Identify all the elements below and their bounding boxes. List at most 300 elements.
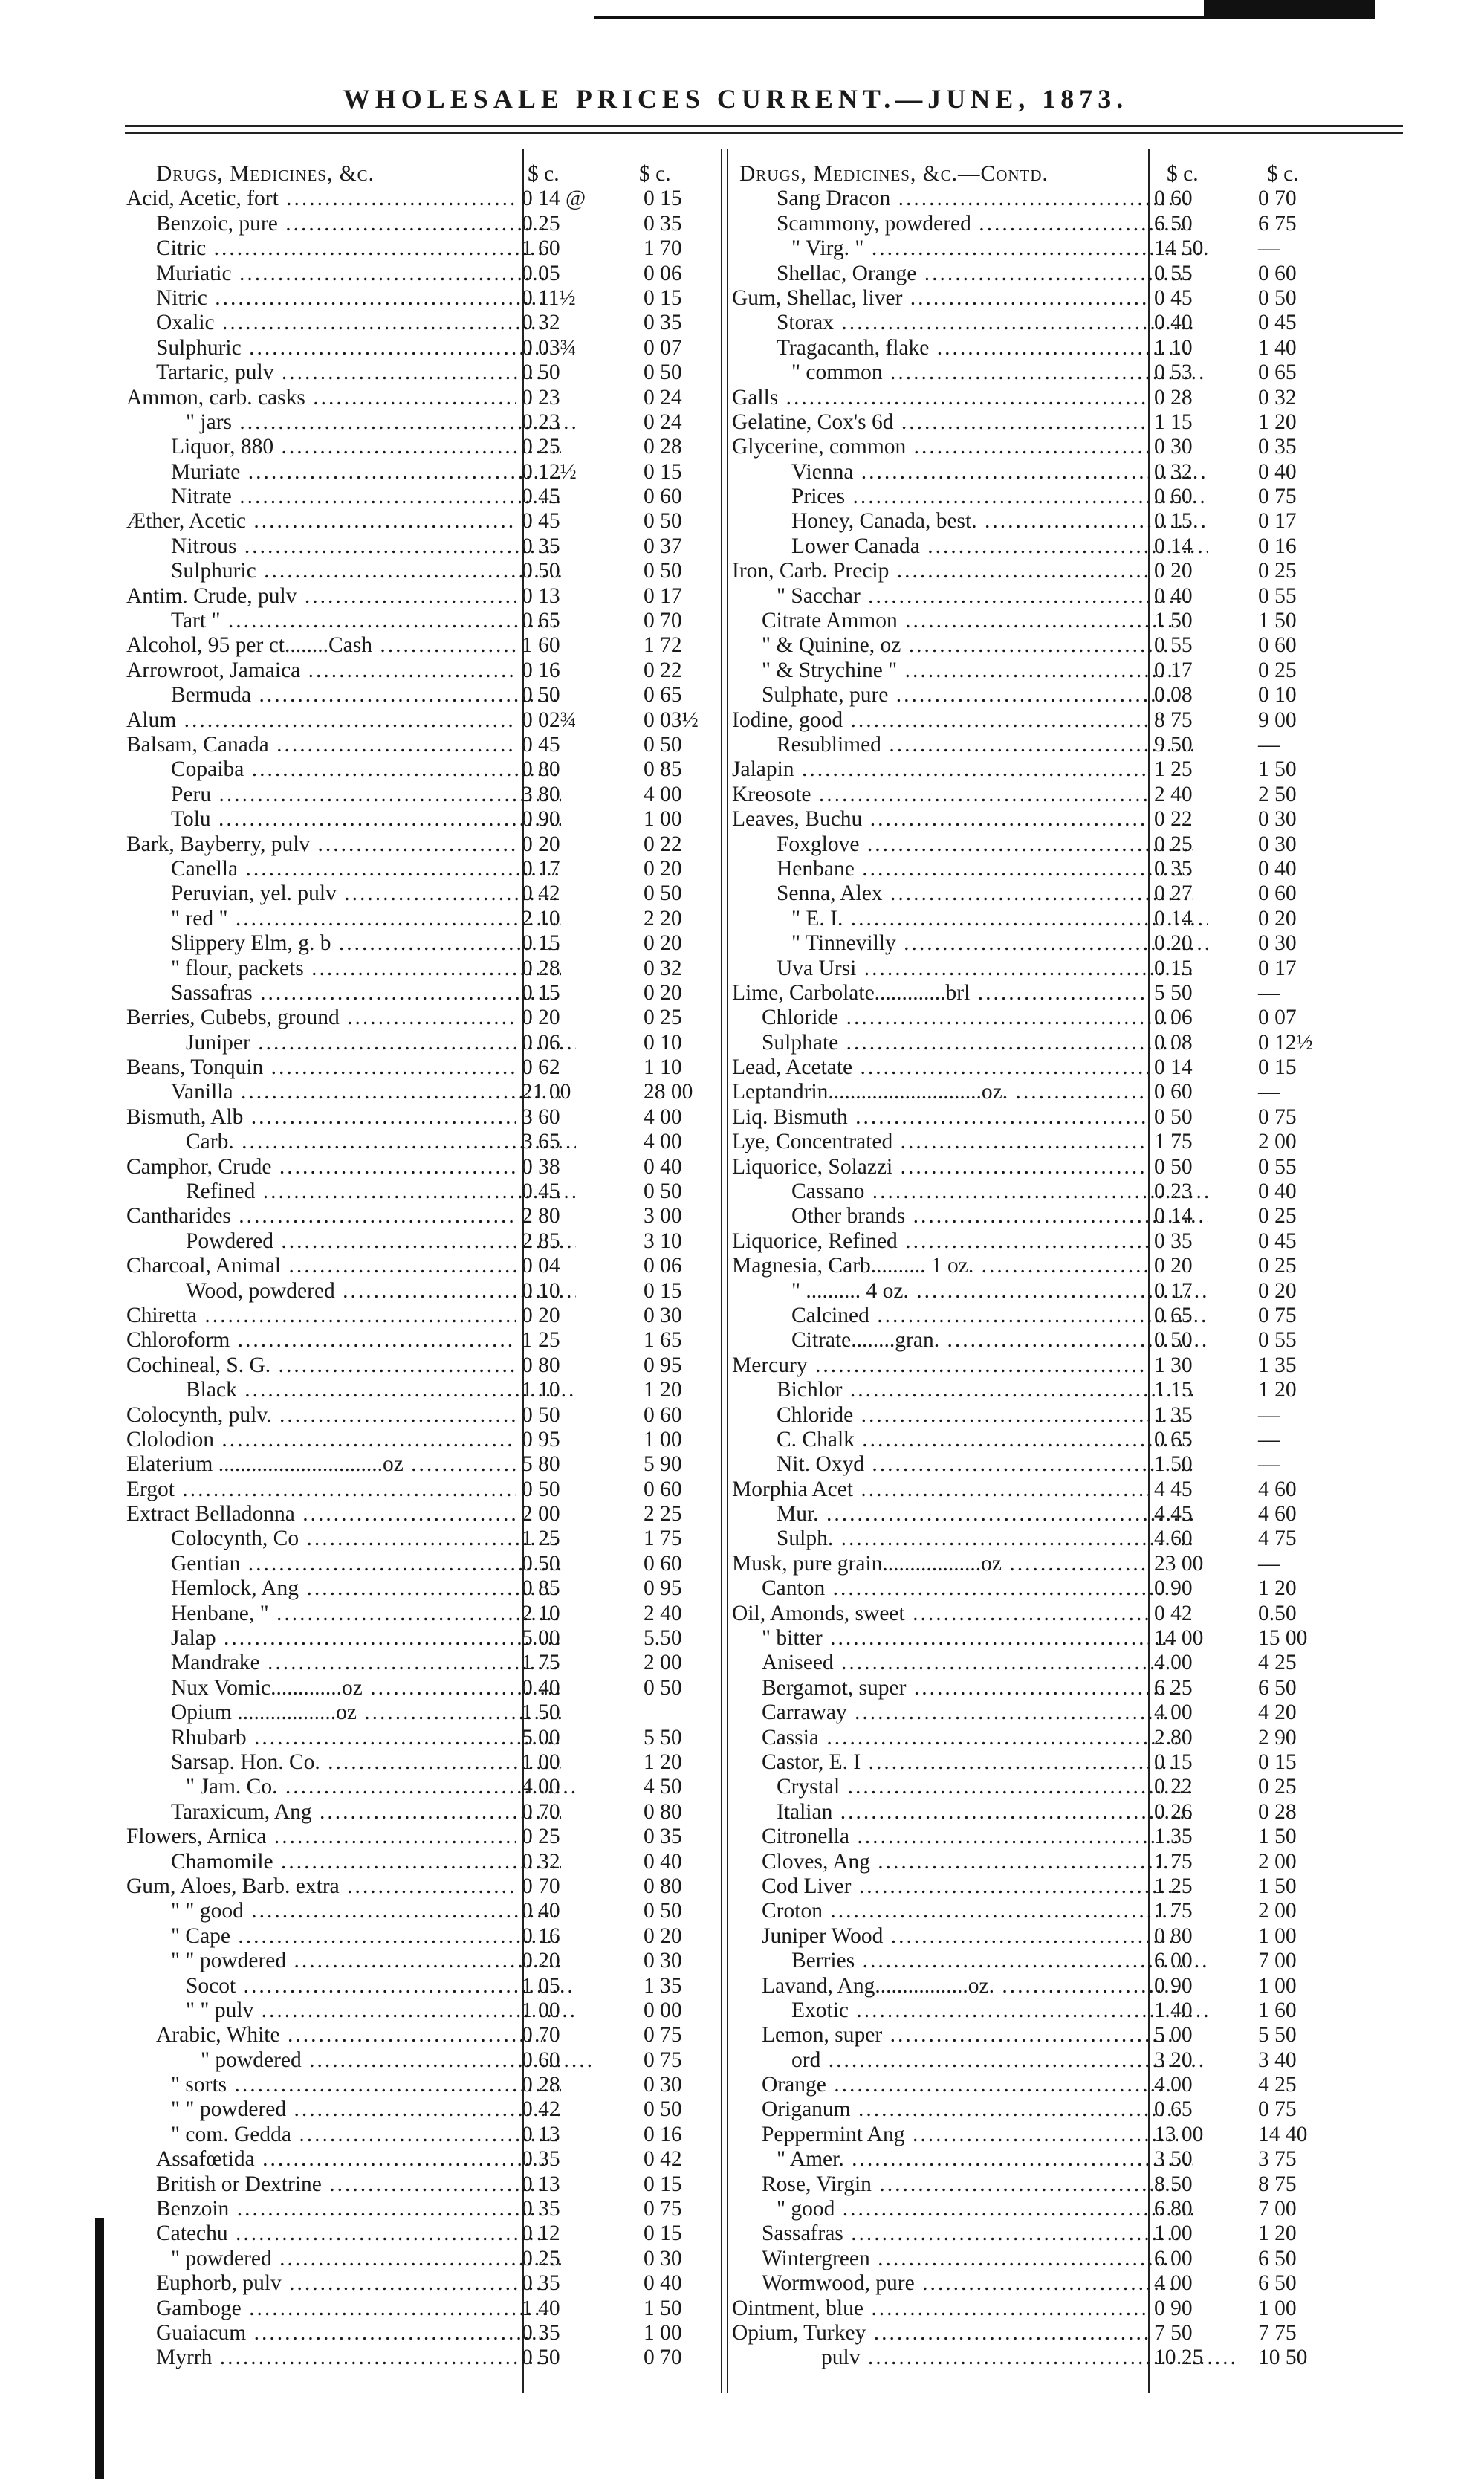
item-name: Sassafras ..... — [732, 2221, 1178, 2246]
item-name: Lower Canada ..... — [732, 534, 1208, 559]
item-name: Italian ..... — [732, 1800, 1193, 1825]
item-name: Resublimed ..... — [732, 733, 1193, 757]
price-high: 2 00 — [1258, 1130, 1297, 1154]
price-high: 1 20 — [1258, 1576, 1297, 1601]
item-name: Muriate ..... — [126, 460, 561, 485]
item-name: Carb. ..... — [126, 1130, 576, 1154]
item-name: Ointment, blue ..... — [732, 2297, 1148, 2321]
price-low: 3 65 — [522, 1130, 560, 1154]
price-low: 4 00 — [1154, 2271, 1193, 2296]
item-name: Tolu ..... — [126, 807, 561, 832]
item-name: Socot ..... — [126, 1974, 576, 1998]
item-name: Sassafras ..... — [126, 981, 561, 1006]
price-high: 0 75 — [644, 2197, 682, 2221]
item-name: Crystal ..... — [732, 1775, 1193, 1799]
price-high: 2 00 — [644, 1651, 682, 1675]
price-low: 1 75 — [1154, 1849, 1193, 1874]
item-name: Muriatic ..... — [126, 262, 546, 286]
price-low: 0 16 — [522, 658, 560, 682]
price-low: 0 55 — [1154, 633, 1193, 658]
price-high: 2 20 — [644, 906, 682, 930]
price-low: 0 42 — [522, 2097, 560, 2122]
price-low: 0 32 — [1154, 459, 1193, 484]
price-high: 0 55 — [1258, 1328, 1297, 1353]
price-high: 0 30 — [644, 1303, 682, 1327]
price-high: 0 50 — [644, 881, 682, 906]
price-low: 0 45 — [522, 1179, 560, 1204]
item-name: " Amer. ..... — [732, 2147, 1193, 2172]
price-high: 4 25 — [1258, 1651, 1297, 1675]
item-name: Calcined ..... — [732, 1304, 1208, 1328]
price-low: 0 11½ — [522, 285, 576, 310]
price-high: 0 75 — [644, 2023, 682, 2048]
item-name: Bichlor ..... — [732, 1378, 1193, 1402]
price-high: 1 35 — [1258, 1353, 1297, 1377]
price-low: 0 35 — [522, 2197, 560, 2221]
price-low: 0 65 — [522, 609, 560, 633]
item-name: " sorts ..... — [126, 2073, 561, 2097]
item-name: Peru ..... — [126, 783, 561, 807]
price-low: 0 12 — [522, 2221, 560, 2246]
price-low: 0 25 — [522, 1825, 560, 1849]
price-low: 0 06 — [1154, 1006, 1193, 1030]
item-name: Oxalic ..... — [126, 311, 546, 335]
column-divider-double-a — [721, 149, 722, 2393]
price-low: 0 60 — [1154, 187, 1193, 211]
price-low: 1 00 — [522, 1998, 560, 2022]
top-rule — [594, 6, 1375, 19]
price-high: 0 20 — [644, 856, 682, 881]
price-high: 1 20 — [644, 1750, 682, 1774]
price-high: 0 30 — [1258, 807, 1297, 832]
price-high: 0 95 — [644, 1353, 682, 1377]
price-low: 1 25 — [522, 1527, 560, 1551]
price-high: 0 50 — [644, 1179, 682, 1204]
price-low: 0 05 — [522, 261, 560, 285]
item-name: Chiretta ..... — [126, 1304, 516, 1328]
price-high: 0 35 — [1258, 435, 1297, 459]
price-high: 1 00 — [644, 807, 682, 832]
price-low: 0 13 — [522, 2172, 560, 2196]
price-high: 0 35 — [644, 211, 682, 236]
item-name: Charcoal, Animal ..... — [126, 1254, 516, 1278]
item-name: Slippery Elm, g. b ..... — [126, 931, 561, 956]
left-heading: Drugs, Medicines, &c. — [156, 162, 375, 186]
item-name: Opium ..................oz ..... — [126, 1700, 561, 1725]
item-name: Berries ..... — [732, 1949, 1208, 1973]
price-high: 0 75 — [1258, 2097, 1297, 2122]
price-high: 0 80 — [644, 1874, 682, 1898]
item-name: Benzoin ..... — [126, 2197, 546, 2221]
price-low: 1 75 — [522, 1651, 560, 1675]
item-name: Powdered ..... — [126, 1229, 576, 1254]
price-high: 1 10 — [644, 1055, 682, 1080]
item-name: " powdered ..... — [126, 2048, 591, 2073]
price-high: 4 20 — [1258, 1700, 1297, 1725]
price-high: 0.50 — [1258, 1601, 1297, 1625]
item-name: Catechu ..... — [126, 2221, 546, 2246]
price-low: 7 50 — [1154, 2320, 1193, 2345]
price-low: 1 25 — [522, 1328, 560, 1353]
price-high: 1 72 — [644, 633, 682, 658]
price-high: 0 22 — [644, 658, 682, 682]
price-low: 6 80 — [1154, 2197, 1193, 2221]
price-high: 0 95 — [644, 1576, 682, 1601]
price-low: 4 00 — [1154, 1700, 1193, 1725]
price-low: 0 65 — [1154, 1427, 1193, 1451]
price-high: 0 40 — [1258, 1179, 1297, 1204]
price-high: 0 24 — [644, 410, 682, 434]
price-low: 0 26 — [1154, 1799, 1193, 1824]
item-name: Sulphuric ..... — [126, 559, 561, 583]
price-low: 1 60 — [522, 236, 560, 261]
price-high: 1 50 — [1258, 609, 1297, 633]
price-high: 6 50 — [1258, 2246, 1297, 2270]
price-high: 0 70 — [644, 609, 682, 633]
price-high: 1 00 — [644, 2320, 682, 2345]
price-high: 0 60 — [644, 1402, 682, 1427]
price-low: 0 06 — [522, 1030, 560, 1055]
price-high: 0 06 — [644, 1254, 682, 1278]
item-name: Refined ..... — [126, 1179, 576, 1204]
item-name: Tart " ..... — [126, 609, 561, 633]
price-high: 1 65 — [644, 1328, 682, 1353]
item-name: Sulphuric ..... — [126, 336, 546, 360]
price-high: 0 28 — [1258, 1799, 1297, 1824]
item-name: Rose, Virgin ..... — [732, 2172, 1178, 2197]
price-low: 4 00 — [1154, 2073, 1193, 2097]
item-name: " Tinnevilly ..... — [732, 931, 1208, 956]
item-name: Lime, Carbolate.............brl ..... — [732, 981, 1148, 1006]
price-low: 0 35 — [522, 2271, 560, 2296]
price-low: 0 45 — [522, 732, 560, 757]
item-name: " common ..... — [732, 360, 1208, 385]
item-name: Euphorb, pulv ..... — [126, 2271, 546, 2296]
price-high: 0 32 — [644, 956, 682, 980]
price-low: 0 14 — [1154, 1204, 1193, 1229]
price-high: 0 17 — [644, 583, 682, 608]
item-name: Juniper ..... — [126, 1031, 576, 1055]
price-high: 0 06 — [644, 261, 682, 285]
item-name: Liquorice, Refined ..... — [732, 1229, 1148, 1254]
price-low: 0 50 — [522, 1477, 560, 1501]
right-col2-unit: $ c. — [1267, 162, 1299, 186]
price-low: 4 60 — [1154, 1527, 1193, 1551]
item-name: Origanum ..... — [732, 2097, 1178, 2122]
price-high: 0 00 — [644, 1998, 682, 2022]
item-name: Foxglove ..... — [732, 832, 1193, 857]
item-name: Castor, E. I ..... — [732, 1750, 1178, 1775]
price-high: 0 40 — [1258, 856, 1297, 881]
page-title: WHOLESALE PRICES CURRENT.—JUNE, 1873. — [343, 84, 1129, 114]
price-high: 0 70 — [1258, 187, 1297, 211]
price-low: 0 14 @ — [522, 187, 586, 211]
price-low: 0 20 — [1154, 1254, 1193, 1278]
price-high: 0 50 — [644, 360, 682, 385]
price-low: 0 62 — [522, 1055, 560, 1080]
item-name: Sulph. ..... — [732, 1527, 1193, 1551]
item-name: Canella ..... — [126, 857, 561, 881]
price-high: 0 07 — [644, 335, 682, 360]
item-name: Gum, Aloes, Barb. extra ..... — [126, 1874, 516, 1899]
price-low: 0 17 — [522, 856, 560, 881]
price-high: 1 20 — [1258, 2221, 1297, 2246]
price-low: 0 14 — [1154, 1055, 1193, 1080]
item-name: Jalap ..... — [126, 1626, 561, 1651]
price-high: — — [1258, 1452, 1280, 1477]
price-high: 1 50 — [1258, 757, 1297, 782]
item-name: Croton ..... — [732, 1899, 1178, 1923]
item-name: Alum ..... — [126, 708, 516, 733]
price-high: 0 16 — [644, 2122, 682, 2146]
price-high: 5 50 — [1258, 2023, 1297, 2048]
price-high: — — [1258, 1402, 1280, 1427]
price-high: 1 20 — [644, 1378, 682, 1402]
item-name: Senna, Alex ..... — [732, 881, 1193, 906]
price-low: 0 25 — [522, 435, 560, 459]
price-low: 0 70 — [522, 2023, 560, 2048]
price-low: 0 25 — [1154, 832, 1193, 856]
price-low: 0 14 — [1154, 906, 1193, 930]
price-high: 0 60 — [1258, 881, 1297, 906]
item-name: Gelatine, Cox's 6d ..... — [732, 410, 1148, 435]
item-name: Mandrake ..... — [126, 1651, 561, 1675]
price-high: 5 90 — [644, 1452, 682, 1477]
price-high: 0 03½ — [644, 708, 699, 732]
price-low: 0 20 — [522, 832, 560, 856]
item-name: Gentian ..... — [126, 1552, 561, 1576]
price-high: 0 15 — [644, 459, 682, 484]
price-high: 0 37 — [644, 534, 682, 558]
price-low: 1 15 — [1154, 1378, 1193, 1402]
price-low: 0 60 — [522, 2048, 560, 2072]
price-high: 9 00 — [1258, 708, 1297, 732]
price-high: 0 55 — [1258, 583, 1297, 608]
price-low: 0 02¾ — [522, 708, 577, 732]
price-low: 1 50 — [1154, 1452, 1193, 1477]
price-low: 0 40 — [522, 1899, 560, 1923]
price-high: 0 30 — [644, 1949, 682, 1973]
price-high: 1 50 — [644, 2296, 682, 2320]
item-name: Bergamot, super ..... — [732, 1676, 1178, 1700]
price-high: 1 50 — [1258, 1874, 1297, 1898]
price-high: 0 15 — [644, 2172, 682, 2196]
item-name: Galls ..... — [732, 386, 1148, 410]
item-name: " powdered ..... — [126, 2247, 561, 2271]
item-name: Ammon, carb. casks ..... — [126, 386, 516, 410]
price-low: 8 50 — [1154, 2172, 1193, 2196]
price-low: 1 25 — [1154, 1874, 1193, 1898]
item-name: C. Chalk ..... — [732, 1428, 1193, 1452]
item-name: Cloves, Ang ..... — [732, 1850, 1178, 1874]
item-name: " Sacchar ..... — [732, 584, 1193, 609]
price-high: 0 25 — [1258, 1254, 1297, 1278]
item-name: " & Quinine, oz ..... — [732, 633, 1178, 658]
price-high: 1 70 — [644, 236, 682, 261]
price-low: 0 35 — [1154, 1229, 1193, 1253]
price-high: — — [1258, 1080, 1280, 1104]
item-name: Ergot ..... — [126, 1477, 516, 1502]
price-low: 0 45 — [522, 485, 560, 509]
price-high: 0 75 — [1258, 1104, 1297, 1129]
item-name: Scammony, powdered ..... — [732, 212, 1193, 236]
price-high: 4 00 — [644, 1104, 682, 1129]
item-name: Alcohol, 95 per ct........Cash ..... — [126, 633, 516, 658]
price-high: 0 75 — [644, 2048, 682, 2072]
item-name: " " powdered ..... — [126, 2097, 561, 2122]
price-high: 4 00 — [644, 782, 682, 806]
price-low: 4 45 — [1154, 1502, 1193, 1527]
item-name: Lead, Acetate ..... — [732, 1055, 1148, 1080]
item-name: " " powdered ..... — [126, 1949, 561, 1973]
price-low: 0 50 — [1154, 1104, 1193, 1129]
price-low: 0 03¾ — [522, 335, 577, 360]
price-high: 0 60 — [1258, 261, 1297, 285]
price-high: 0 40 — [1258, 459, 1297, 484]
price-low: 3 60 — [522, 1104, 560, 1129]
price-high: 0 20 — [644, 1923, 682, 1948]
price-high: 0 65 — [644, 683, 682, 708]
item-name: Cantharides ..... — [126, 1204, 516, 1229]
price-low: 1 25 — [1154, 757, 1193, 782]
price-high: 0 50 — [644, 1899, 682, 1923]
item-name: Iodine, good ..... — [732, 708, 1148, 733]
item-name: Nit. Oxyd ..... — [732, 1452, 1193, 1477]
item-name: Prices ..... — [732, 485, 1208, 509]
item-name: Antim. Crude, pulv ..... — [126, 584, 516, 609]
item-name: Arabic, White ..... — [126, 2023, 546, 2048]
item-name: Wormwood, pure ..... — [732, 2271, 1178, 2296]
item-name: Jalapin ..... — [732, 757, 1148, 782]
price-low: 4 00 — [1154, 1651, 1193, 1675]
price-low: 1 75 — [1154, 1899, 1193, 1923]
price-high: 7 00 — [1258, 1949, 1297, 1973]
price-low: 0 65 — [1154, 1303, 1193, 1327]
price-high: 2 50 — [1258, 782, 1297, 806]
price-low: 0 22 — [1154, 1775, 1193, 1799]
item-name: Taraxicum, Ang ..... — [126, 1800, 561, 1825]
item-name: Mercury ..... — [732, 1353, 1148, 1378]
price-low: 0 35 — [522, 534, 560, 558]
item-name: Oil, Amonds, sweet ..... — [732, 1602, 1148, 1626]
price-low: 1 15 — [1154, 410, 1193, 434]
price-low: 0 15 — [522, 931, 560, 956]
price-high: 0 15 — [644, 2221, 682, 2246]
price-high: 3 40 — [1258, 2048, 1297, 2072]
price-low: 0 50 — [522, 2346, 560, 2370]
item-name: " bitter ..... — [732, 1626, 1178, 1651]
price-high: 0 35 — [644, 1825, 682, 1849]
item-name: Sang Dracon ..... — [732, 187, 1193, 211]
price-high: 4 75 — [1258, 1527, 1297, 1551]
item-name: Canton ..... — [732, 1576, 1178, 1601]
price-high: 0 15 — [1258, 1750, 1297, 1774]
item-name: Flowers, Arnica ..... — [126, 1825, 516, 1849]
item-name: " Cape ..... — [126, 1924, 561, 1949]
item-name: Leptandrin............................oz. ..... — [732, 1080, 1148, 1104]
item-name: " com. Gedda ..... — [126, 2123, 561, 2147]
price-low: 0 40 — [522, 1675, 560, 1700]
price-high: 0 30 — [644, 2246, 682, 2270]
price-high: 0 16 — [1258, 534, 1297, 558]
price-low: 9 50 — [1154, 732, 1193, 757]
item-name: Henbane ..... — [732, 857, 1193, 881]
item-name: Colocynth, pulv. ..... — [126, 1403, 516, 1428]
price-low: 0 28 — [1154, 385, 1193, 410]
price-high: 0 17 — [1258, 509, 1297, 534]
price-low: 1 40 — [1154, 1998, 1193, 2022]
price-low: 0 20 — [1154, 559, 1193, 583]
item-name: Vanilla ..... — [126, 1080, 561, 1104]
price-low: 0 60 — [1154, 485, 1193, 509]
price-high: 1 20 — [1258, 410, 1297, 434]
item-name: pulv ..... — [732, 2346, 1237, 2370]
price-high: 0 75 — [1258, 485, 1297, 509]
price-high: 0 50 — [644, 509, 682, 534]
price-low: 2 80 — [1154, 1725, 1193, 1750]
price-high: 6 75 — [1258, 211, 1297, 236]
price-high: 3 00 — [644, 1204, 682, 1229]
price-low: 0 13 — [522, 583, 560, 608]
price-high: 4 50 — [644, 1775, 682, 1799]
item-name: Liquor, 880 ..... — [126, 435, 561, 459]
price-low: 0 90 — [1154, 1973, 1193, 1998]
price-high: 0 07 — [1258, 1006, 1297, 1030]
price-high: 0 55 — [1258, 1154, 1297, 1179]
price-low: 0 32 — [522, 311, 560, 335]
item-name: Nitrate ..... — [126, 485, 561, 509]
price-low: 0 10 — [522, 1278, 560, 1303]
item-name: Myrrh ..... — [126, 2346, 546, 2370]
price-low: 0 95 — [522, 1427, 560, 1451]
price-low: 0 32 — [522, 1849, 560, 1874]
item-name: Copaiba ..... — [126, 757, 561, 782]
price-high: 2 25 — [644, 1502, 682, 1527]
item-name: Bismuth, Alb ..... — [126, 1105, 516, 1130]
price-high: 0 60 — [644, 1477, 682, 1501]
item-name: Sulphate ..... — [732, 1031, 1178, 1055]
price-low: 0 35 — [522, 2320, 560, 2345]
price-high: 2 00 — [1258, 1899, 1297, 1923]
price-high: 0 50 — [644, 2097, 682, 2122]
price-high: 5.50 — [644, 1626, 682, 1651]
item-name: Gum, Shellac, liver ..... — [732, 286, 1148, 311]
price-low: 1 75 — [1154, 1130, 1193, 1154]
price-high: 6 50 — [1258, 1675, 1297, 1700]
price-high: 0 15 — [1258, 1055, 1297, 1080]
price-low: 0 35 — [1154, 856, 1193, 881]
item-name: Nitrous ..... — [126, 534, 561, 559]
item-name: " Virg. " ..... — [732, 236, 1208, 261]
price-high: 1 00 — [1258, 2296, 1297, 2320]
price-high: 0 17 — [1258, 956, 1297, 980]
right-col1-unit: $ c. — [1167, 162, 1199, 186]
price-high: 7 00 — [1258, 2197, 1297, 2221]
price-high: 0 30 — [1258, 931, 1297, 956]
price-high: 0 45 — [1258, 1229, 1297, 1253]
item-name: Cassia ..... — [732, 1726, 1178, 1750]
item-name: Black ..... — [126, 1378, 576, 1402]
item-name: " good ..... — [732, 2197, 1193, 2221]
item-name: Wood, powdered ..... — [126, 1279, 576, 1304]
price-high: 0 22 — [644, 832, 682, 856]
price-high: 0 10 — [644, 1030, 682, 1055]
price-low: 0 25 — [522, 2246, 560, 2270]
item-name: Benzoic, pure ..... — [126, 212, 546, 236]
item-name: Peppermint Ang ..... — [732, 2123, 1178, 2147]
item-name: Cassano ..... — [732, 1179, 1208, 1204]
item-name: Uva Ursi ..... — [732, 957, 1193, 981]
